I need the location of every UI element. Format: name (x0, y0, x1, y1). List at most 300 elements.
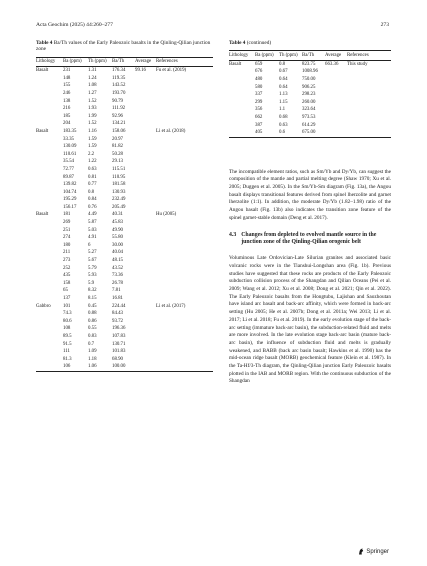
table-cell (156, 356, 213, 364)
table-row (36, 325, 213, 333)
table4-caption-label: Table 4 (36, 40, 53, 46)
table-cell: 20.97 (112, 136, 124, 142)
section-title: Changes from depleted to evolved mantle source in the junction zone of the Qinling-Qilian orogenic belt (241, 231, 377, 245)
table-cell (229, 99, 255, 107)
table-cell (36, 363, 63, 371)
table-cell: 906.25 (302, 84, 316, 90)
springer-horse-icon (358, 548, 364, 555)
table-cell: 155 (63, 83, 71, 89)
table-cell: 205.49 (112, 204, 126, 210)
page-number: 273 (380, 22, 389, 28)
table-cell: 614.29 (302, 122, 316, 128)
table-cell (156, 143, 213, 151)
table-cell: 68.90 (112, 356, 124, 362)
table-cell: 55.80 (112, 235, 124, 241)
table-cell: 43.52 (112, 265, 124, 271)
table-row (36, 67, 213, 75)
table-cell (135, 158, 156, 166)
table-cell: 80.6 (63, 318, 72, 324)
table-row (36, 151, 213, 159)
table-row (36, 265, 213, 273)
table-cell (36, 143, 63, 151)
table-cell: 2.2 (88, 151, 95, 157)
table-cell: 5.9 (88, 280, 95, 286)
table-row (229, 99, 391, 107)
table-cell (347, 122, 391, 130)
table-cell: 337 (255, 92, 263, 98)
table-cell (156, 181, 213, 189)
table-cell (135, 287, 156, 295)
table-cell: 1.59 (88, 136, 97, 142)
table-cell: 107.83 (112, 333, 126, 339)
table-row (36, 272, 213, 280)
table-cell: 5.87 (88, 220, 97, 226)
table-cell (36, 181, 63, 189)
table-cell (36, 219, 63, 227)
table4-caption (36, 40, 213, 53)
table4-cont-col-ba: Ba (ppm) (255, 51, 279, 60)
table-row (36, 75, 213, 83)
table-cell: 0.7 (88, 341, 95, 347)
table-cell: Basalt (36, 212, 49, 218)
table-cell (325, 91, 347, 99)
table-cell (36, 287, 63, 295)
table-row (36, 348, 213, 356)
publisher-logo (358, 548, 389, 555)
table-cell (325, 68, 347, 76)
table-cell: 16.81 (112, 296, 124, 302)
table-cell: 0.63 (279, 122, 288, 128)
table-cell: 185 (63, 113, 71, 119)
table-cell: 4.49 (88, 212, 97, 218)
table-cell: 130.09 (63, 144, 77, 150)
table-cell: 1.15 (279, 99, 288, 105)
table-cell (135, 356, 156, 364)
table-cell (36, 174, 63, 182)
table-row (229, 106, 391, 114)
table-cell: 0.45 (88, 303, 97, 309)
table-cell: 0.76 (88, 204, 97, 210)
table4-cont-col-references: References (347, 51, 391, 60)
table-cell: 104.74 (63, 189, 77, 195)
table4-col-references: References (156, 57, 213, 66)
table-cell: 143.52 (112, 83, 126, 89)
table-row (36, 166, 213, 174)
table-cell (156, 341, 213, 349)
table-cell: 0.84 (88, 197, 97, 203)
table-cell (36, 90, 63, 98)
table-cell (156, 318, 213, 326)
table-cell (156, 272, 213, 280)
table-cell (135, 219, 156, 227)
table-cell: 1.93 (88, 106, 97, 112)
table-cell: 74.3 (63, 311, 72, 317)
table-cell: 246 (63, 90, 71, 96)
table-cell: 5.27 (88, 250, 97, 256)
table-cell (135, 265, 156, 273)
table-cell: 158 (63, 280, 71, 286)
table-cell: 0.81 (88, 174, 97, 180)
table-row (36, 82, 213, 90)
table-cell (156, 158, 213, 166)
table-cell: 49.90 (112, 227, 124, 233)
table4-col-lithology: Lithology (36, 57, 63, 66)
table-cell (325, 122, 347, 130)
left-column (36, 40, 213, 372)
table-cell: 195.29 (63, 197, 77, 203)
table-cell: 224.44 (112, 303, 126, 309)
table-cell: 40.04 (112, 250, 124, 256)
table-cell: 251 (63, 227, 71, 233)
table-cell (229, 114, 255, 122)
table-cell (156, 280, 213, 288)
table-cell: 580 (255, 84, 263, 90)
table-cell: 299 (255, 99, 263, 105)
table-cell: 0.8 (279, 61, 286, 67)
table-cell: 100.00 (112, 363, 135, 371)
table-row (36, 120, 213, 128)
table-cell (156, 219, 213, 227)
table-cell (36, 257, 63, 265)
table-row (229, 60, 391, 68)
table-cell (229, 106, 255, 114)
table-cell (156, 249, 213, 257)
table-cell: 0.55 (88, 326, 97, 332)
table-cell: 110.61 (63, 151, 77, 157)
table-cell (135, 227, 156, 235)
table-cell (156, 98, 213, 106)
table-row (36, 136, 213, 144)
table-cell: 0.63 (88, 166, 97, 172)
table-row (36, 189, 213, 197)
table-cell: 101 (63, 303, 71, 309)
table-cell: 29.13 (112, 159, 124, 165)
table-cell (135, 105, 156, 113)
table-cell (36, 249, 63, 257)
table-cell: 8.32 (88, 288, 97, 294)
table-cell: 108 (63, 326, 71, 332)
table-row (36, 158, 213, 166)
table-cell: 274 (63, 235, 71, 241)
table-cell: 1.08 (88, 83, 97, 89)
table-row (36, 310, 213, 318)
table-cell (36, 136, 63, 144)
table-cell (156, 166, 213, 174)
table-row (36, 341, 213, 349)
table-cell (36, 113, 63, 121)
table-cell: 232.49 (112, 197, 126, 203)
table-cell (36, 295, 63, 303)
table4-cont-col-th: Th (ppm) (279, 51, 302, 60)
table-cell (156, 265, 213, 273)
table-cell (36, 341, 63, 349)
section-number: 4.3 (229, 231, 237, 238)
table-cell: 35.54 (63, 159, 75, 165)
table-cell (325, 129, 347, 137)
table-cell: 33.35 (63, 136, 75, 142)
table-cell (135, 211, 156, 219)
table-cell: 1.27 (88, 90, 97, 96)
table-cell (36, 166, 63, 174)
table-cell (135, 151, 156, 159)
table4-cont-col-lithology: Lithology (229, 51, 255, 60)
table-cell (36, 318, 63, 326)
table-cell: 93.72 (112, 318, 124, 324)
table-cell: 181.58 (112, 182, 126, 188)
table-cell: 130.71 (112, 341, 126, 347)
table-cell: 7.81 (112, 288, 121, 294)
table-cell: 0.68 (279, 114, 288, 120)
table-cell (135, 82, 156, 90)
table-cell: 8.15 (88, 296, 97, 302)
table-cell (156, 227, 213, 235)
table-row (36, 227, 213, 235)
table-row (36, 287, 213, 295)
table4-continued (229, 50, 391, 137)
table-cell (156, 113, 213, 121)
table-cell: 0.77 (88, 182, 97, 188)
running-header: Acta Geochim (2025) 44:260–277 (36, 22, 113, 28)
table-cell (36, 265, 63, 273)
table-row (36, 211, 213, 219)
table-cell (156, 75, 213, 83)
table-cell: 0.67 (279, 69, 288, 75)
table-row (36, 181, 213, 189)
table-cell: 45.83 (112, 220, 124, 226)
table-cell: 180 (63, 242, 71, 248)
table-cell: 48.15 (112, 258, 124, 264)
table-cell (156, 82, 213, 90)
table-cell: 1.52 (88, 121, 97, 127)
table-cell (156, 174, 213, 182)
table-cell: 84.43 (112, 311, 124, 317)
table-cell (156, 295, 213, 303)
table-row (36, 363, 213, 371)
table4-cont-body (229, 60, 391, 137)
table4 (36, 57, 213, 372)
table-row (36, 105, 213, 113)
table-cell: 158.06 (112, 128, 126, 134)
table-cell (135, 113, 156, 121)
table-cell (156, 204, 213, 212)
table-row (229, 84, 391, 92)
table-cell (347, 68, 391, 76)
table-cell: 193.70 (112, 90, 126, 96)
table-cell: 139.82 (63, 182, 77, 188)
table-cell (156, 136, 213, 144)
table-cell (36, 242, 63, 250)
table-cell (229, 84, 255, 92)
table-cell (156, 348, 213, 356)
table-cell: 138 (63, 98, 71, 104)
table-cell (325, 99, 347, 107)
paragraph-ratios: The incompatible element ratios, such as Sm/Yb and Dy/Yb, can suggest the composition of the mantle and partial melting degree (Shaw 1970; Xu et al. 2005; Duggen et al. 2005). In the Sm/Yb-Sm diagram (Fig. 13a), the Angou basalt displays transitional features derived from spinel lherzolite and garnet lherzolite (1:1). In addition, the moderate Dy/Yb (1.82–1.98) ratio of the Angou basalt (Fig. 13b) also indicates the transition zone feature of the spinel garnet-stable domain (Deng et al. 2017). (229, 168, 391, 221)
table-cell: 211 (63, 250, 71, 256)
table-cell (36, 310, 63, 318)
table-cell (347, 99, 391, 107)
table-cell: 92.96 (112, 113, 124, 119)
table-cell: 260.00 (302, 99, 316, 105)
table-cell (36, 189, 63, 197)
table-row (36, 242, 213, 250)
table-cell: 72.77 (63, 166, 75, 172)
table-cell: 5.03 (88, 227, 97, 233)
table-cell (135, 242, 156, 250)
table-cell: 130.93 (112, 189, 126, 195)
table-row (36, 204, 213, 212)
table-row (229, 122, 391, 130)
table4-cont-caption-label: Table 4 (229, 40, 246, 46)
table-cell: 0.6 (279, 129, 302, 137)
table-cell (36, 151, 63, 159)
table-cell: 0.88 (88, 311, 97, 317)
table-cell: 675.00 (302, 129, 325, 137)
table4-cont-header-row (229, 51, 391, 60)
table-row (36, 356, 213, 364)
table-cell (36, 272, 63, 280)
table-cell (347, 84, 391, 92)
table4-col-th: Th (ppm) (88, 57, 112, 66)
table-cell: 1.1 (279, 107, 286, 113)
table-cell (156, 257, 213, 265)
table-cell: 99.16 (135, 68, 147, 74)
table-cell (135, 257, 156, 265)
table-cell: This study (347, 61, 368, 67)
table-cell: 183.35 (63, 128, 77, 134)
table-cell (229, 76, 255, 84)
table-cell: Fu et al. (2019) (156, 68, 187, 74)
table-cell (135, 98, 156, 106)
table-cell: 0.86 (88, 318, 97, 324)
table-cell: 196.36 (112, 326, 126, 332)
table-cell: 50.28 (112, 151, 124, 157)
table-cell (36, 196, 63, 204)
table-cell: 1.06 (88, 363, 112, 371)
table-cell: 110.95 (112, 174, 126, 180)
table-cell: 91.5 (63, 341, 72, 347)
table-cell: 1.99 (88, 113, 97, 119)
table-cell: 252 (63, 265, 71, 271)
table-cell (135, 204, 156, 212)
table-cell: 663.36 (325, 61, 339, 67)
table-cell (135, 318, 156, 326)
table-cell (156, 234, 213, 242)
paragraph-mantle-source: Voluminous Late Ordovician-Late Silurian granites and associated basic volcanic rocks were in the Tianshui-Longshan area (Fig. 1b). Previous studies have suggested that these rocks are products of the Early Paleozoic subduction collision process of the Shangdan and Qilian Oceans (Pei et al. 2009; Wang et al. 2012; Xu et al. 2008; Dong et al. 2021; Qin et al. 2022). The Early Paleozoic basalts from the Hongtubu, Lajishan and Saozhoutan have island arc basalt and back-arc affinity, which were formed in back-arc setting (Hu 2005; He et al. 2007b; Dong et al. 2011a; Wei 2013; Li et al. 2017; Li et al. 2018; Fu et al. 2019). In the early evolution stage of the back-arc setting (immature back-arc basin), the subduction-related fluid and melts are more involved. In the late evolution stage back-arc basin (mature back-arc basin), the influence of subduction fluid and melts is gradually weakened, and BABB (back arc basin basalt; Hawkins et al. 1990) has the mid-ocean ridge basalt (MORB) geochemical feature (Klein et al. 1987). In the Ta-Hf/3-Th diagram, the Qinling-Qilian junction Early Paleozoic basalts plotted in the IAB and MORB region. With the continuous subduction of the Shangdan (229, 255, 391, 385)
table-cell (325, 76, 347, 84)
table-cell: 5.79 (88, 265, 97, 271)
table-cell (156, 189, 213, 197)
table4-header-row (36, 57, 213, 66)
table-row (36, 143, 213, 151)
table-cell (135, 363, 156, 371)
table-row (36, 257, 213, 265)
table-cell: 90.79 (112, 98, 124, 104)
table-cell (135, 166, 156, 174)
table-cell (36, 82, 63, 90)
table-cell (36, 234, 63, 242)
table-row (229, 114, 391, 122)
table-cell: 5.67 (88, 258, 97, 264)
table-cell (135, 310, 156, 318)
table-cell (135, 295, 156, 303)
table-cell: 148 (63, 75, 71, 81)
table-cell (135, 143, 156, 151)
table-cell (36, 158, 63, 166)
table-cell: 973.53 (302, 114, 316, 120)
table-cell (36, 105, 63, 113)
table-cell (156, 120, 213, 128)
table-cell: 81.82 (112, 144, 124, 150)
table-cell: 750.00 (302, 76, 316, 82)
table-row (36, 174, 213, 182)
table-cell (135, 120, 156, 128)
table-cell: Li et al. (2017) (156, 303, 186, 309)
table-cell (135, 128, 156, 136)
table-cell (156, 363, 213, 371)
table-cell: 137 (63, 296, 71, 302)
table-row (36, 249, 213, 257)
table-cell: 298.23 (302, 92, 316, 98)
table-cell (36, 348, 63, 356)
table-row (229, 91, 391, 99)
table-cell: 1.24 (88, 75, 97, 81)
table-cell: Li et al. (2018) (156, 128, 186, 134)
table-cell: Basalt (36, 68, 49, 74)
table-cell: 119.35 (112, 75, 126, 81)
table-cell (135, 234, 156, 242)
right-column (229, 40, 391, 386)
table-cell: 356 (255, 107, 263, 113)
table-cell (156, 151, 213, 159)
table-cell (36, 75, 63, 83)
table-cell: 662 (255, 114, 263, 120)
table-cell (135, 189, 156, 197)
table-cell: 323.64 (302, 107, 316, 113)
publisher-name: Springer (366, 548, 389, 555)
table-row (36, 318, 213, 326)
table4-col-bath: Ba/Th (112, 57, 135, 66)
table-cell: 176.34 (112, 68, 126, 74)
table-cell (135, 348, 156, 356)
table-cell (36, 227, 63, 235)
table-cell (156, 90, 213, 98)
table-cell (135, 75, 156, 83)
table-cell: 89.5 (63, 333, 72, 339)
table-cell: Gabbro (36, 303, 51, 309)
table-cell (135, 333, 156, 341)
table-cell (36, 356, 63, 364)
table-cell: 1008.96 (302, 69, 318, 75)
table4-col-ba: Ba (ppm) (63, 57, 88, 66)
table-row (36, 98, 213, 106)
table-cell: 273 (63, 258, 71, 264)
table-cell (156, 287, 213, 295)
table-cell (135, 280, 156, 288)
table-cell (347, 91, 391, 99)
table-cell: 216 (63, 106, 71, 112)
table-cell: 30.00 (112, 242, 124, 248)
table-row (229, 129, 391, 137)
table-cell: 73.36 (112, 273, 124, 279)
table-row (36, 113, 213, 121)
table-cell: 1.59 (88, 144, 97, 150)
table-cell: 89.87 (63, 174, 75, 180)
table-cell (135, 196, 156, 204)
table-cell (135, 136, 156, 144)
table-cell: 659 (255, 61, 263, 67)
table-cell: 5.93 (88, 273, 97, 279)
table-cell (36, 98, 63, 106)
